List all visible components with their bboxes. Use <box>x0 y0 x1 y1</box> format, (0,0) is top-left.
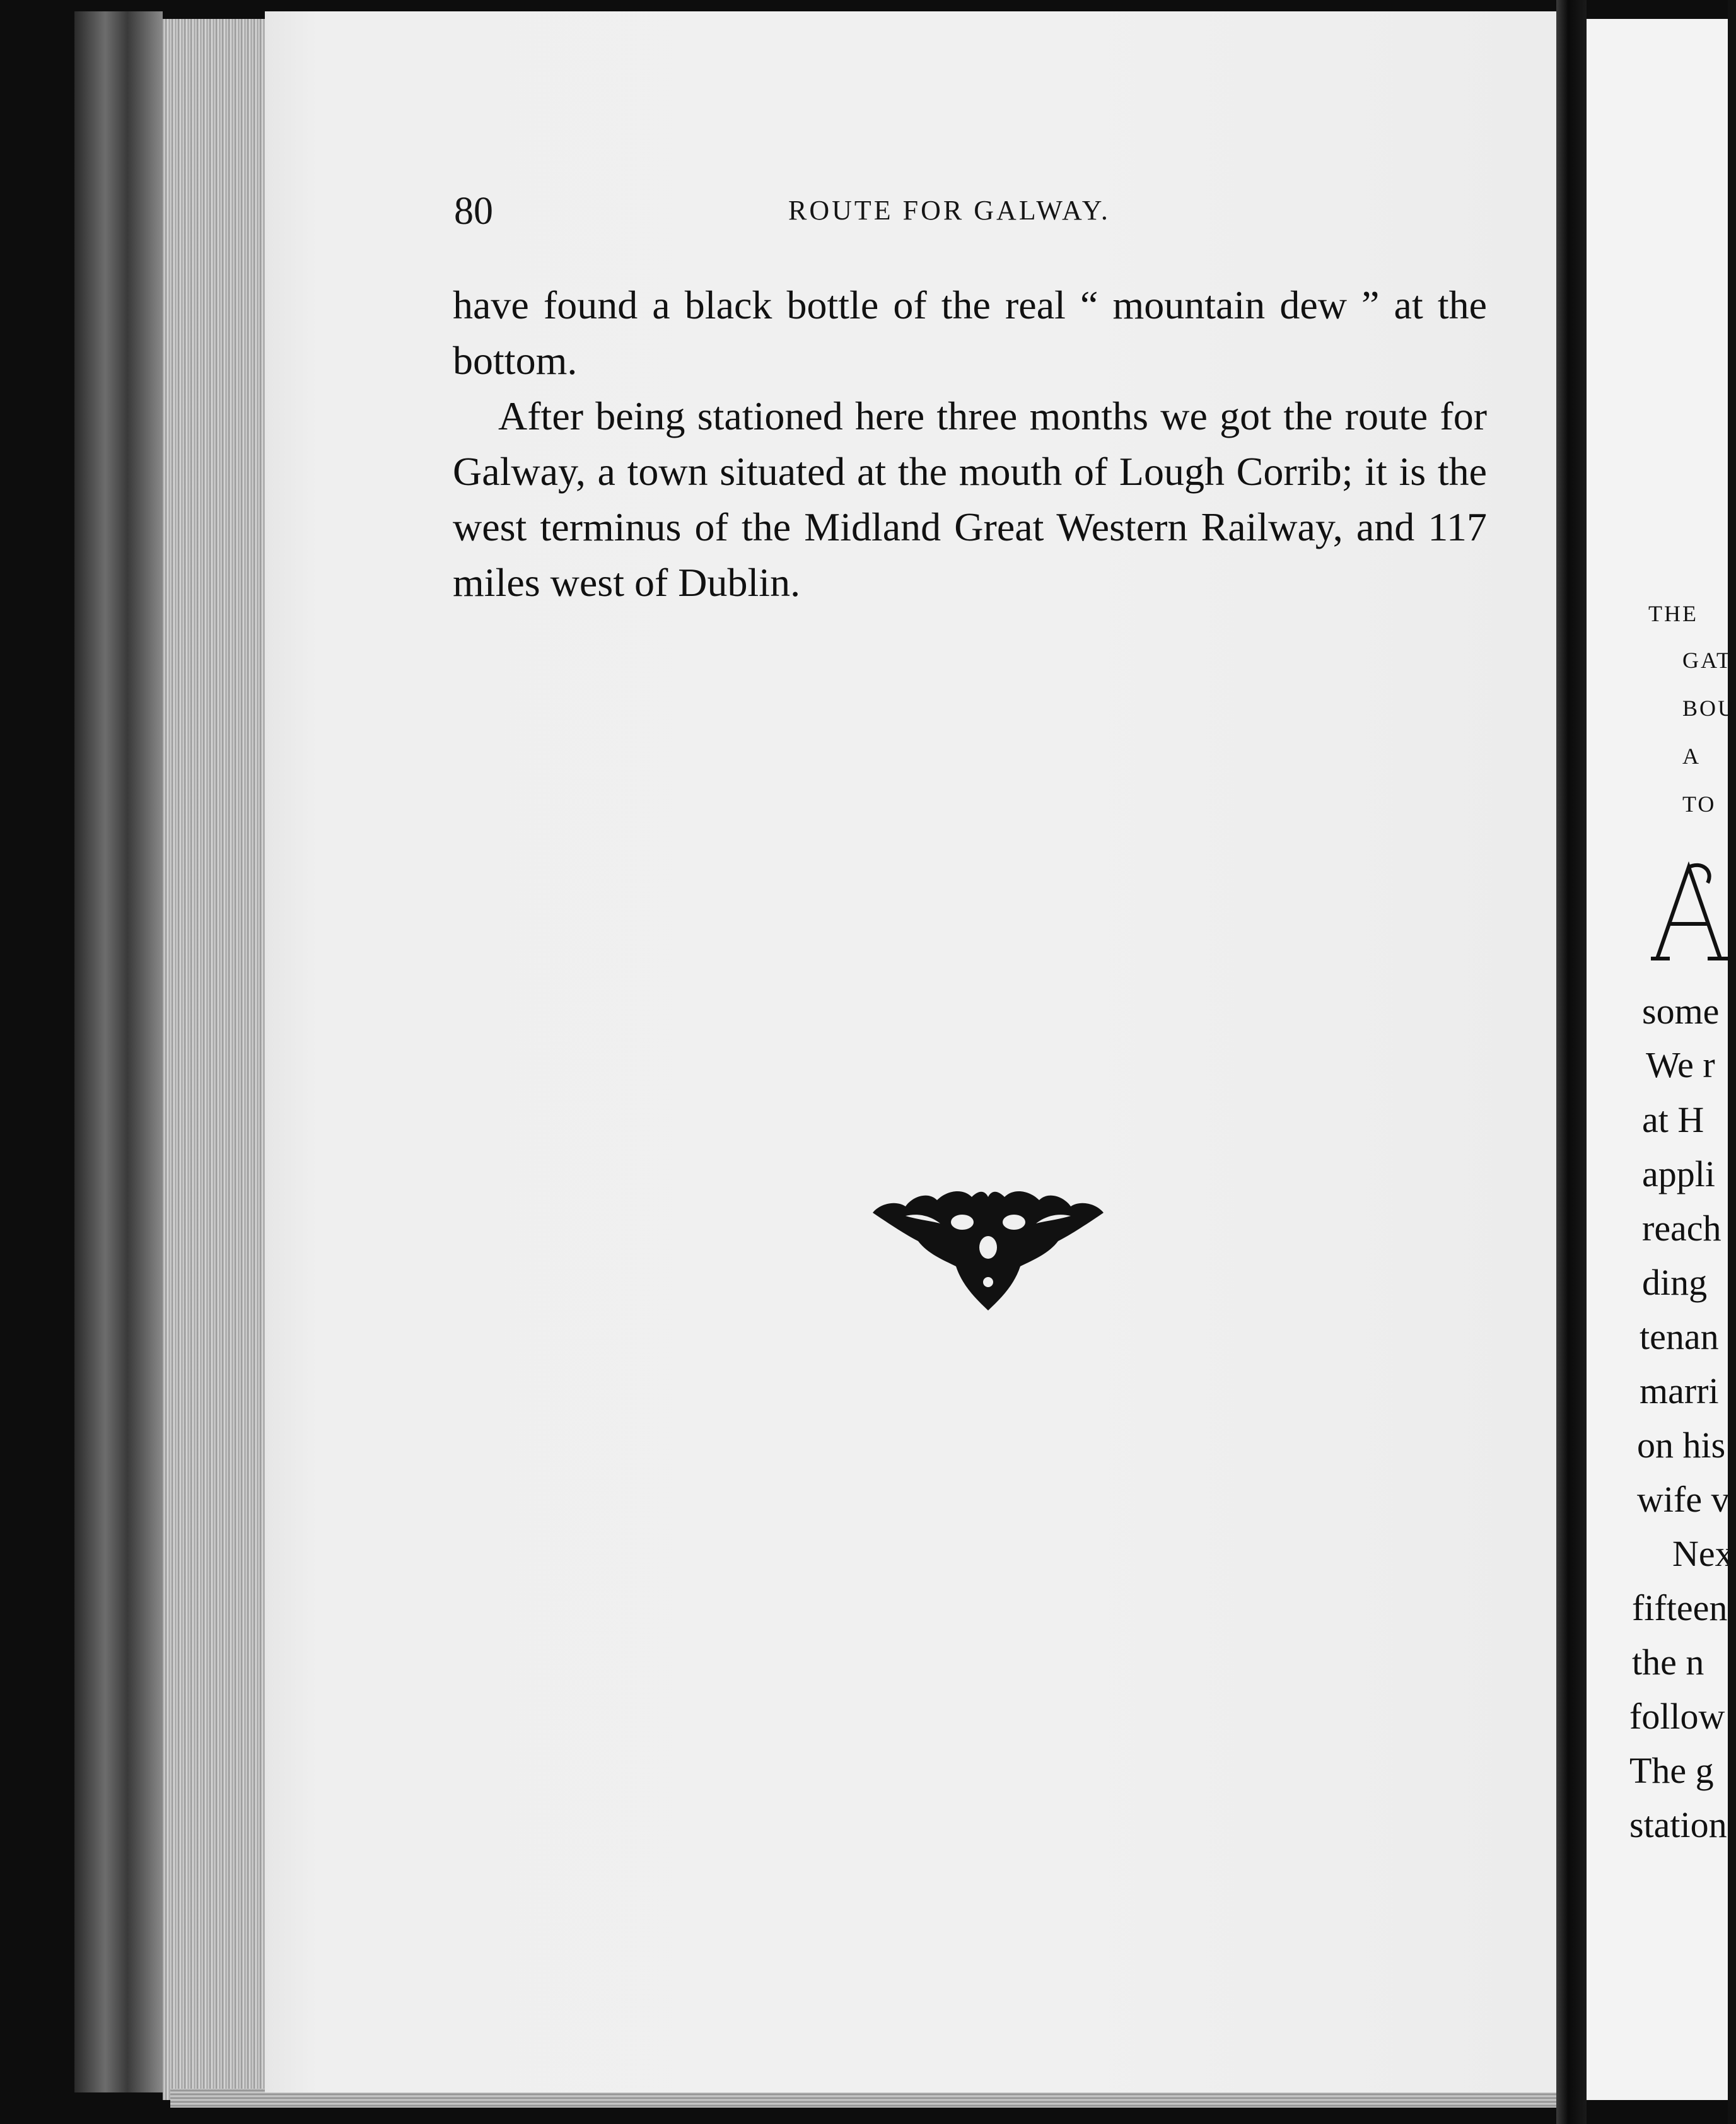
facing-text-fragment: follow <box>1629 1696 1725 1737</box>
facing-text-fragment: The g <box>1629 1750 1714 1791</box>
facing-text-fragment: We r <box>1646 1044 1715 1085</box>
paragraph-continuation: have found a black bottle of the real “ mountain dew ” at the bottom. <box>453 283 1487 383</box>
running-head-title: ROUTE FOR GALWAY. <box>788 195 1110 226</box>
facing-heading-fragment: GAT <box>1682 648 1732 673</box>
facing-text-fragment: some <box>1642 991 1720 1032</box>
facing-text-fragment: appli <box>1642 1153 1715 1194</box>
facing-text-fragment: wife v <box>1637 1479 1730 1520</box>
facing-heading-fragment: A <box>1682 744 1701 769</box>
facing-text-fragment: marri <box>1640 1370 1719 1411</box>
facing-text-fragment: Nex <box>1672 1533 1733 1574</box>
facing-text-fragment: reach <box>1642 1208 1721 1249</box>
facing-text-fragment: ding <box>1642 1262 1708 1303</box>
facing-heading-fragment: THE <box>1648 601 1698 626</box>
fleuron-ornament-icon <box>868 1153 1109 1318</box>
running-head <box>454 189 1513 240</box>
body-text <box>453 277 1487 610</box>
facing-heading-fragment: BOU <box>1682 696 1736 721</box>
facing-text-fragment: the n <box>1632 1642 1704 1683</box>
page-number: 80 <box>454 190 493 233</box>
facing-text-fragment: station <box>1629 1804 1727 1845</box>
facing-text-fragment: tenan <box>1640 1316 1719 1357</box>
facing-heading-fragment: TO <box>1682 791 1716 817</box>
facing-text-fragment: at H <box>1642 1099 1704 1140</box>
facing-text-fragment: on his <box>1637 1425 1726 1466</box>
book-gutter <box>1556 0 1587 2124</box>
book-cover-edge <box>74 11 163 2092</box>
paragraph-galway-route: After being stationed here three months we got the route for Galway, a town situated at the mouth of Lough Corrib; it is the west terminus of the Midland Great Western Railway, and 117 miles west of Dublin. <box>453 394 1487 605</box>
drop-cap-icon <box>1645 858 1733 965</box>
facing-text-fragment: fifteen <box>1632 1587 1728 1628</box>
